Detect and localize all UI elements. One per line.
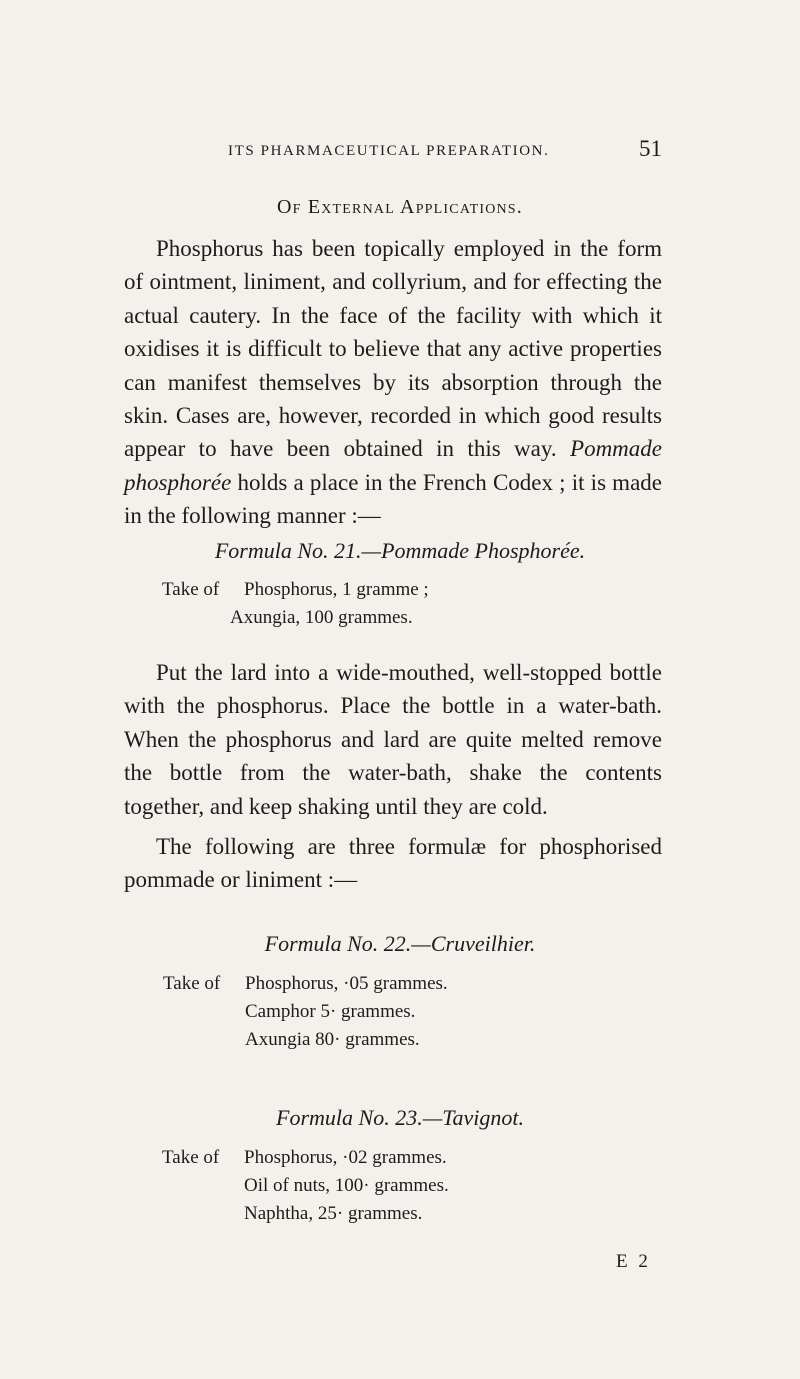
paragraph-formulae-intro: The following are three formulæ for phosphorised pommade or liniment :— <box>124 834 662 893</box>
paragraph1-text-before: Phosphorus has been topically employed in the form of ointment, liniment, and collyrium, and for effecting the actual cautery. In the face of the facility with which it oxidises it is difficult to believe that any active properties can manifest themselves by its absorption through the skin. Cases are, however, recorded in which good results appear to have been obtained in this way. <box>124 236 662 462</box>
formula-22-recipe <box>163 970 448 1054</box>
formula-21-recipe <box>162 576 429 632</box>
paragraph-method: Put the lard into a wide-mouthed, well-stopped bottle with the phosphorus. Place the bottle in a water-bath. When the phosphorus and lard are quite melted remove the bottle from the water-bath, shake the contents together, and keep shaking until they are cold. <box>124 660 662 819</box>
running-title: ITS PHARMACEUTICAL PREPARATION. <box>228 143 550 159</box>
formula-21-ingredient: Phosphorus, 1 gramme ; <box>244 579 429 600</box>
formula-22-title: Formula No. 22.—Cruveilhier. <box>264 931 536 956</box>
formula-21-ingredient: Axungia, 100 grammes. <box>230 607 413 628</box>
formula-22-ingredient: Phosphorus, ·05 grammes. <box>245 973 448 994</box>
formula-23-ingredient: Naphtha, 25· grammes. <box>244 1203 423 1224</box>
paragraph1-text-after: holds a place in the French Codex ; it is made in the following manner :— <box>124 469 662 529</box>
formula-22-ingredient: Axungia 80· grammes. <box>245 1029 420 1050</box>
section-title: Of External Applications. <box>276 196 523 218</box>
formula-21-take-label: Take of <box>162 579 220 600</box>
formula-23-ingredient: Phosphorus, ·02 grammes. <box>244 1147 447 1168</box>
running-header <box>124 138 662 168</box>
page-number: 51 <box>639 136 662 161</box>
formula-23-take-label: Take of <box>162 1147 220 1168</box>
paragraph1-italic-term: Pommade phosphorée <box>124 436 662 495</box>
formula-23-ingredient: Oil of nuts, 100· grammes. <box>244 1175 449 1196</box>
formula-22-ingredient: Camphor 5· grammes. <box>245 1001 416 1022</box>
formula-23-title: Formula No. 23.—Tavignot. <box>276 1105 524 1130</box>
formula-22-take-label: Take of <box>163 973 221 994</box>
formula-21-title: Formula No. 21.—Pommade Phosphorée. <box>214 538 586 563</box>
formula-23-recipe <box>162 1144 449 1228</box>
signature-mark: E 2 <box>616 1251 651 1272</box>
paragraph-external-applications <box>124 232 662 533</box>
